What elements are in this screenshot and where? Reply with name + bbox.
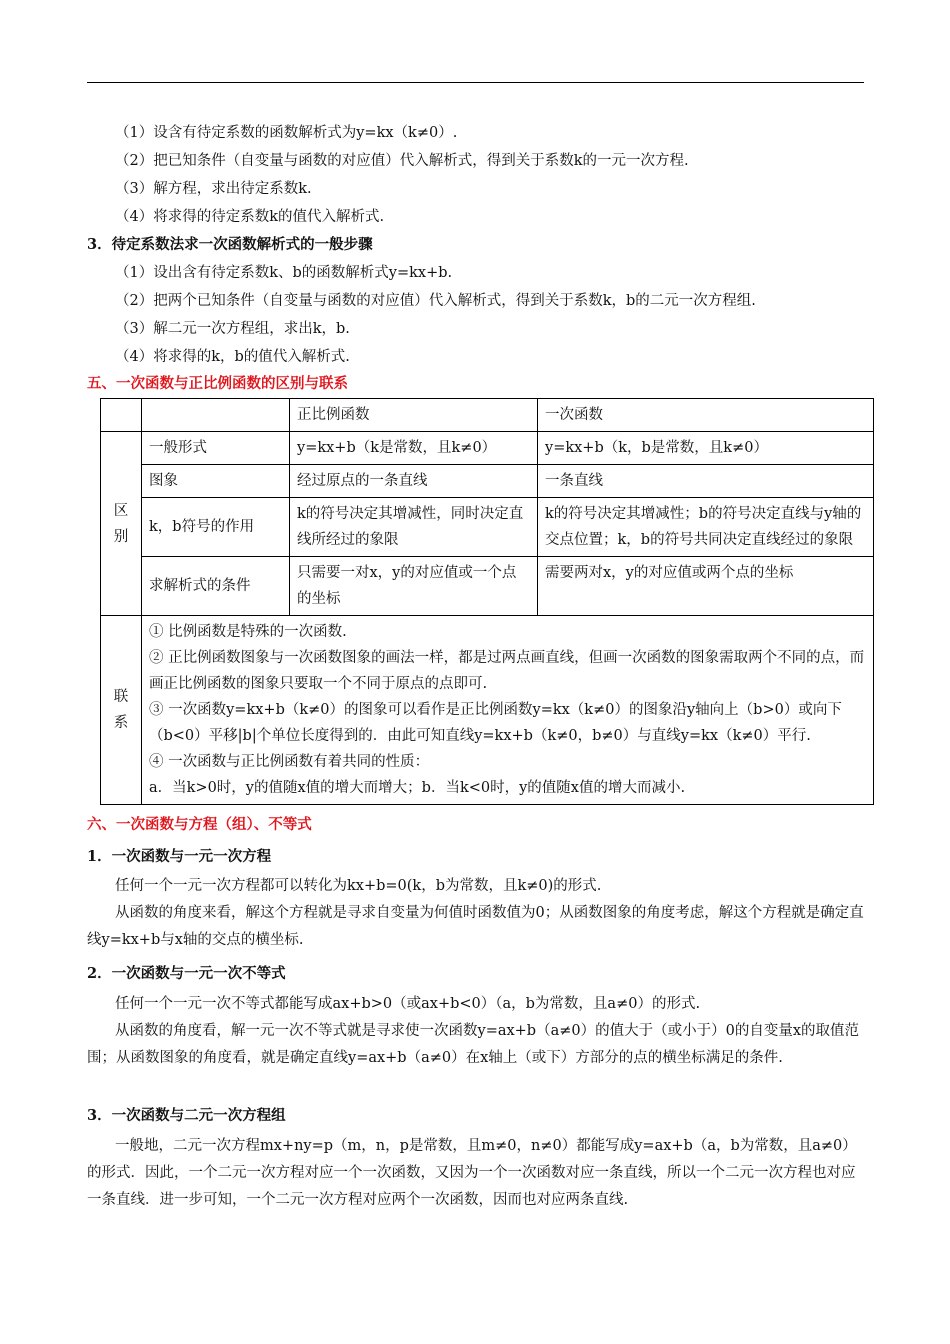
sec3-step-2: （2）把两个已知条件（自变量与函数的对应值）代入解析式，得到关于系数k，b的二元一次方程组. — [115, 293, 756, 309]
table-row — [101, 557, 874, 616]
s6-3-para-1: 一般地，二元一次方程mx+ny=p（m，n，p是常数，且m≠0，n≠0）都能写成y=ax+b（a，b为常数，且a≠0）的形式．因此，一个二元一次方程对应一个一次函数，又因为一个一次函数对应一条直线，所以一个二元一次方程也对应一条直线．进一步可知，一个二元一次方程对应两个一次函数，因而也对应两条直线. — [87, 1138, 857, 1208]
s6-1-para-1: 任何一个一元一次方程都可以转化为kx+b=0(k，b为常数，且k≠0)的形式. — [115, 878, 602, 894]
zheng-cell: y=kx+b（k是常数，且k≠0） — [290, 432, 538, 465]
section-3-title: 3．待定系数法求一次函数解析式的一般步骤 — [87, 236, 373, 253]
yici-cell: 一条直线 — [538, 465, 874, 498]
row-label: k，b符号的作用 — [142, 498, 290, 557]
sec3-step-4: （4）将求得的k，b的值代入解析式. — [115, 349, 350, 365]
s6-2-para-1: 任何一个一元一次不等式都能写成ax+b>0（或ax+b<0）（a，b为常数，且a≠0）的形式. — [115, 996, 701, 1012]
empty-cell — [101, 399, 142, 432]
group-diff-label: 区 别 — [101, 432, 142, 616]
row-label: 求解析式的条件 — [142, 557, 290, 616]
link-line-3: ③ 一次函数y=kx+b（k≠0）的图象可以看作是正比例函数y=kx（k≠0）的图象沿y轴向上（b>0）或向下（b<0）平移|b|个单位长度得到的．由此可知直线y=kx+b（k≠0，b≠0）与直线y=kx（k≠0）平行. — [149, 702, 842, 744]
link-line-4: ④ 一次函数与正比例函数有着共同的性质： — [149, 754, 430, 770]
comparison-table — [100, 398, 874, 805]
yici-cell: 需要两对x，y的对应值或两个点的坐标 — [538, 557, 874, 616]
link-line-5: a．当k>0时，y的值随x值的增大而增大；b．当k<0时，y的值随x值的增大而减小. — [149, 780, 686, 796]
s6-2-para-2: 从函数的角度看，解一元一次不等式就是寻求使一次函数y=ax+b（a≠0）的值大于（或小于）0的自变量x的取值范围；从函数图象的角度看，就是确定直线y=ax+b（a≠0）在x轴上（或下）方部分的点的横坐标满足的条件. — [87, 1023, 860, 1066]
col-header-yici: 一次函数 — [538, 399, 874, 432]
zheng-cell: 只需要一对x，y的对应值或一个点的坐标 — [290, 557, 538, 616]
table-row — [101, 465, 874, 498]
col-header-zheng: 正比例函数 — [290, 399, 538, 432]
header-rule — [87, 82, 864, 83]
yici-cell: k的符号决定其增减性；b的符号决定直线与y轴的交点位置；k，b的符号共同决定直线经过的象限 — [538, 498, 874, 557]
empty-cell — [142, 399, 290, 432]
row-label: 一般形式 — [142, 432, 290, 465]
s6-1-para-2: 从函数的角度来看，解这个方程就是寻求自变量为何值时函数值为0；从函数图象的角度考虑，解这个方程就是确定直线y=kx+b与x轴的交点的横坐标. — [87, 905, 864, 948]
section-6-3-title: 3．一次函数与二元一次方程组 — [87, 1107, 286, 1124]
group-link-label: 联 系 — [101, 616, 142, 805]
step-2: （2）把已知条件（自变量与函数的对应值）代入解析式，得到关于系数k的一元一次方程. — [115, 153, 689, 169]
step-3: （3）解方程，求出待定系数k. — [115, 181, 312, 197]
link-line-2: ② 正比例函数图象与一次函数图象的画法一样，都是过两点画直线，但画一次函数的图象需取两个不同的点，而画正比例函数的图象只要取一个不同于原点的点即可. — [149, 650, 865, 692]
zheng-cell: 经过原点的一条直线 — [290, 465, 538, 498]
table-row — [101, 432, 874, 465]
step-1: （1）设含有待定系数的函数解析式为y=kx（k≠0）. — [115, 125, 458, 141]
yici-cell: y=kx+b（k，b是常数，且k≠0） — [538, 432, 874, 465]
heading-six: 六、一次函数与方程（组）、不等式 — [87, 816, 312, 833]
table-row — [101, 498, 874, 557]
table-header-row — [101, 399, 874, 432]
section-6-1-title: 1．一次函数与一元一次方程 — [87, 848, 272, 865]
step-4: （4）将求得的待定系数k的值代入解析式. — [115, 209, 385, 225]
sec3-step-3: （3）解二元一次方程组，求出k，b. — [115, 321, 350, 337]
heading-five: 五、一次函数与正比例函数的区别与联系 — [87, 375, 348, 392]
link-line-1: ① 比例函数是特殊的一次函数. — [149, 624, 347, 640]
link-content — [142, 616, 874, 805]
table-row — [101, 616, 874, 805]
row-label: 图象 — [142, 465, 290, 498]
zheng-cell: k的符号决定其增减性，同时决定直线所经过的象限 — [290, 498, 538, 557]
section-6-2-title: 2．一次函数与一元一次不等式 — [87, 965, 286, 982]
sec3-step-1: （1）设出含有待定系数k、b的函数解析式y=kx+b. — [115, 265, 453, 281]
